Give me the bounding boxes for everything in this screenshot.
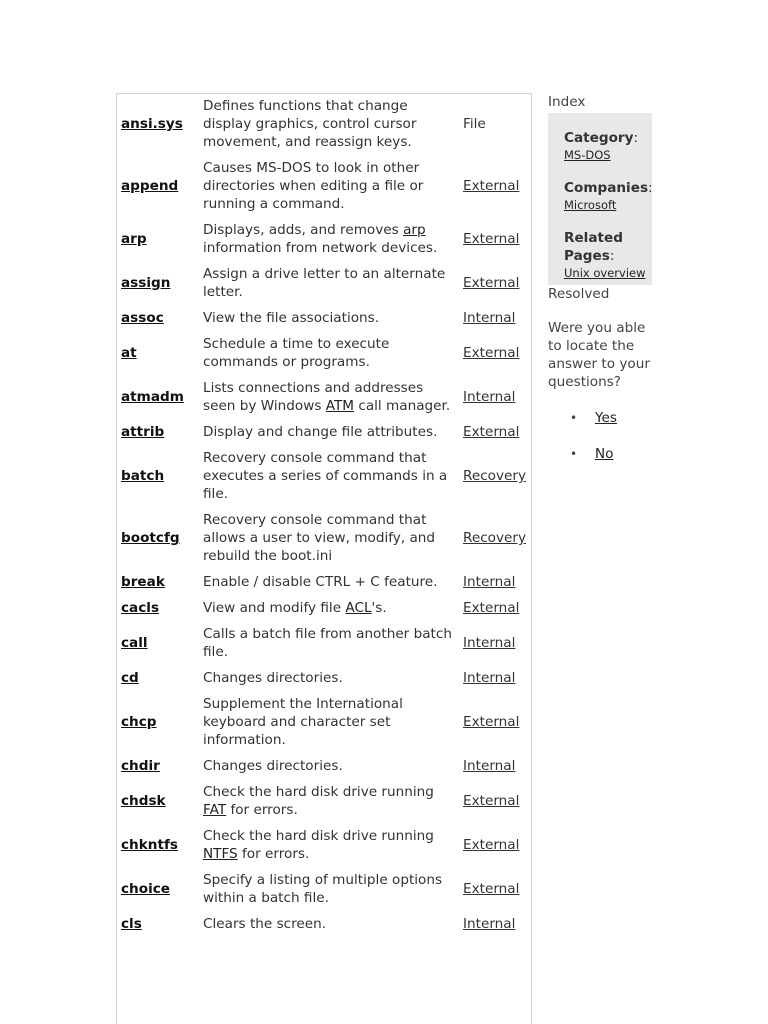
command-link[interactable]: batch — [121, 468, 165, 484]
command-type-link[interactable]: External — [463, 793, 520, 809]
description-text: Recovery console command that executes a series of commands in a file. — [203, 450, 448, 502]
command-type-cell — [460, 220, 531, 264]
command-row-attrib — [117, 422, 531, 448]
command-row-batch — [117, 448, 531, 510]
description-term-link[interactable]: FAT — [203, 802, 227, 818]
command-type-link[interactable]: External — [463, 231, 520, 247]
command-type-link[interactable]: Recovery — [463, 530, 527, 546]
description-text: Enable / disable CTRL + C feature. — [203, 574, 438, 590]
command-link[interactable]: ansi.sys — [121, 116, 183, 132]
command-row-atmadm — [117, 378, 531, 422]
description-text: Check the hard disk drive running — [203, 828, 434, 844]
command-row-chcp — [117, 694, 531, 756]
command-link[interactable]: chcp — [121, 714, 157, 730]
command-type-cell — [460, 264, 531, 308]
feedback-options — [570, 409, 658, 463]
command-description — [200, 308, 460, 334]
command-name-cell — [117, 598, 200, 624]
command-table-frame — [116, 93, 532, 1024]
command-link[interactable]: cacls — [121, 600, 160, 616]
command-link[interactable]: chdsk — [121, 793, 166, 809]
command-type-cell — [460, 158, 531, 220]
command-name-cell — [117, 914, 200, 940]
description-text: Schedule a time to execute commands or programs. — [203, 336, 390, 370]
command-link[interactable]: append — [121, 178, 179, 194]
command-type-cell — [460, 334, 531, 378]
no-link[interactable]: No — [595, 446, 614, 462]
command-type-link[interactable]: Internal — [463, 574, 516, 590]
related-pages-heading: Related Pages: — [564, 230, 623, 264]
command-link[interactable]: attrib — [121, 424, 165, 440]
description-text: Recovery console command that allows a user to view, modify, and rebuild the boot.ini — [203, 512, 436, 564]
command-name-cell — [117, 158, 200, 220]
command-description — [200, 870, 460, 914]
command-name-cell — [117, 572, 200, 598]
command-name-cell — [117, 264, 200, 308]
resolved-label: Resolved — [548, 286, 610, 302]
command-description — [200, 826, 460, 870]
command-row-choice — [117, 870, 531, 914]
command-link[interactable]: bootcfg — [121, 530, 180, 546]
yes-link[interactable]: Yes — [595, 410, 617, 426]
command-link[interactable]: cd — [121, 670, 139, 686]
command-description — [200, 334, 460, 378]
command-type-link[interactable]: Recovery — [463, 468, 527, 484]
command-type-cell — [460, 308, 531, 334]
command-type-cell — [460, 870, 531, 914]
command-row-chdsk — [117, 782, 531, 826]
command-type-cell — [460, 448, 531, 510]
command-type-link[interactable]: External — [463, 714, 520, 730]
command-description — [200, 448, 460, 510]
command-link[interactable]: atmadm — [121, 389, 184, 405]
command-row-assign — [117, 264, 531, 308]
command-name-cell — [117, 826, 200, 870]
command-link[interactable]: chkntfs — [121, 837, 178, 853]
command-row-append — [117, 158, 531, 220]
command-row-cacls — [117, 598, 531, 624]
command-name-cell — [117, 782, 200, 826]
command-table-body — [117, 96, 531, 940]
command-type-text: File — [463, 116, 486, 132]
command-name-cell — [117, 448, 200, 510]
command-description — [200, 422, 460, 448]
sidebar — [548, 93, 658, 481]
command-row-cd — [117, 668, 531, 694]
command-link[interactable]: choice — [121, 881, 171, 897]
category-link-ms-dos[interactable]: MS-DOS — [564, 148, 611, 162]
description-text: View the file associations. — [203, 310, 380, 326]
index-label: Index — [548, 94, 586, 110]
command-name-cell — [117, 870, 200, 914]
description-text: Displays, adds, and removes — [203, 222, 404, 238]
category-heading: Category: — [564, 130, 639, 146]
command-link[interactable]: cls — [121, 916, 142, 932]
command-description — [200, 624, 460, 668]
command-row-arp — [117, 220, 531, 264]
command-type-cell — [460, 668, 531, 694]
command-row-cls — [117, 914, 531, 940]
command-name-cell — [117, 378, 200, 422]
command-type-cell — [460, 572, 531, 598]
command-type-cell — [460, 694, 531, 756]
command-description — [200, 598, 460, 624]
command-type-cell — [460, 378, 531, 422]
command-row-bootcfg — [117, 510, 531, 572]
command-link[interactable]: chdir — [121, 758, 160, 774]
description-text: Causes MS-DOS to look in other directories when editing a file or running a command. — [203, 160, 424, 212]
description-text: View and modify file — [203, 600, 346, 616]
description-text: for errors. — [226, 802, 298, 818]
command-type-link[interactable]: External — [463, 345, 520, 361]
command-name-cell — [117, 668, 200, 694]
command-row-call — [117, 624, 531, 668]
description-text: Changes directories. — [203, 758, 343, 774]
command-row-assoc — [117, 308, 531, 334]
command-description — [200, 756, 460, 782]
description-term-link[interactable]: ACL — [345, 600, 372, 616]
description-text: for errors. — [237, 846, 310, 862]
command-type-link[interactable]: Internal — [463, 310, 516, 326]
command-description — [200, 782, 460, 826]
description-text: Calls a batch file from another batch file. — [203, 626, 452, 660]
command-description — [200, 220, 460, 264]
command-description — [200, 572, 460, 598]
command-type-link[interactable]: External — [463, 178, 520, 194]
command-type-cell — [460, 624, 531, 668]
command-description — [200, 96, 460, 158]
description-text: Changes directories. — [203, 670, 343, 686]
command-type-link[interactable]: Internal — [463, 635, 516, 651]
bullet-icon: • — [570, 411, 578, 425]
command-name-cell — [117, 510, 200, 572]
command-link[interactable]: assign — [121, 275, 171, 291]
description-text: Assign a drive letter to an alternate letter. — [203, 266, 446, 300]
feedback-option-no — [570, 445, 658, 463]
related-link-unix-overview[interactable]: Unix overview — [564, 266, 646, 280]
command-description — [200, 668, 460, 694]
command-row-chkntfs — [117, 826, 531, 870]
command-row-at — [117, 334, 531, 378]
description-text: Specify a listing of multiple options within a batch file. — [203, 872, 443, 906]
page-meta-box — [548, 113, 652, 285]
command-name-cell — [117, 308, 200, 334]
command-type-link[interactable]: Internal — [463, 670, 516, 686]
command-type-link[interactable]: Internal — [463, 389, 516, 405]
command-type-cell — [460, 598, 531, 624]
feedback-question: Were you able to locate the answer to your questions? — [548, 320, 650, 390]
command-row-break — [117, 572, 531, 598]
command-description — [200, 694, 460, 756]
command-name-cell — [117, 96, 200, 158]
command-name-cell — [117, 756, 200, 782]
description-text: Clears the screen. — [203, 916, 327, 932]
description-text: Display and change file attributes. — [203, 424, 438, 440]
command-link[interactable]: break — [121, 574, 165, 590]
description-term-link[interactable]: ATM — [325, 398, 355, 414]
command-type-link[interactable]: External — [463, 837, 520, 853]
command-type-link[interactable]: External — [463, 275, 520, 291]
command-link[interactable]: at — [121, 345, 137, 361]
command-description — [200, 158, 460, 220]
command-description — [200, 914, 460, 940]
command-type-cell — [460, 510, 531, 572]
command-type-cell — [460, 756, 531, 782]
description-text: Check the hard disk drive running — [203, 784, 434, 800]
description-text: Lists connections and addresses seen by Windows — [203, 380, 424, 414]
command-name-cell — [117, 334, 200, 378]
command-name-cell — [117, 422, 200, 448]
command-type-cell — [460, 826, 531, 870]
companies-heading: Companies: — [564, 180, 653, 196]
command-name-cell — [117, 220, 200, 264]
command-row-ansi-sys — [117, 96, 531, 158]
description-text: Supplement the International keyboard and character set information. — [203, 696, 403, 748]
command-description — [200, 510, 460, 572]
command-type-link[interactable]: Internal — [463, 758, 516, 774]
command-description — [200, 378, 460, 422]
companies-link-microsoft[interactable]: Microsoft — [564, 198, 617, 212]
feedback-option-yes — [570, 409, 658, 427]
command-link[interactable]: arp — [121, 231, 147, 247]
description-text: Defines functions that change display graphics, control cursor movement, and reassign keys. — [203, 98, 417, 150]
command-type-link[interactable]: External — [463, 424, 520, 440]
command-type-link[interactable]: Internal — [463, 916, 516, 932]
description-term-link[interactable]: arp — [403, 222, 426, 238]
command-name-cell — [117, 624, 200, 668]
command-type-cell — [460, 914, 531, 940]
command-description — [200, 264, 460, 308]
command-type-cell — [460, 422, 531, 448]
command-type-cell — [460, 782, 531, 826]
description-text: call manager. — [354, 398, 451, 414]
command-type-link[interactable]: External — [463, 600, 520, 616]
command-table — [117, 96, 531, 940]
description-text: information from network devices. — [203, 240, 438, 256]
bullet-icon: • — [570, 447, 578, 461]
command-type-cell — [460, 96, 531, 158]
command-name-cell — [117, 694, 200, 756]
command-type-link[interactable]: External — [463, 881, 520, 897]
description-term-link[interactable]: NTFS — [203, 846, 238, 862]
command-row-chdir — [117, 756, 531, 782]
command-link[interactable]: call — [121, 635, 148, 651]
description-text: 's. — [371, 600, 387, 616]
command-link[interactable]: assoc — [121, 310, 164, 326]
